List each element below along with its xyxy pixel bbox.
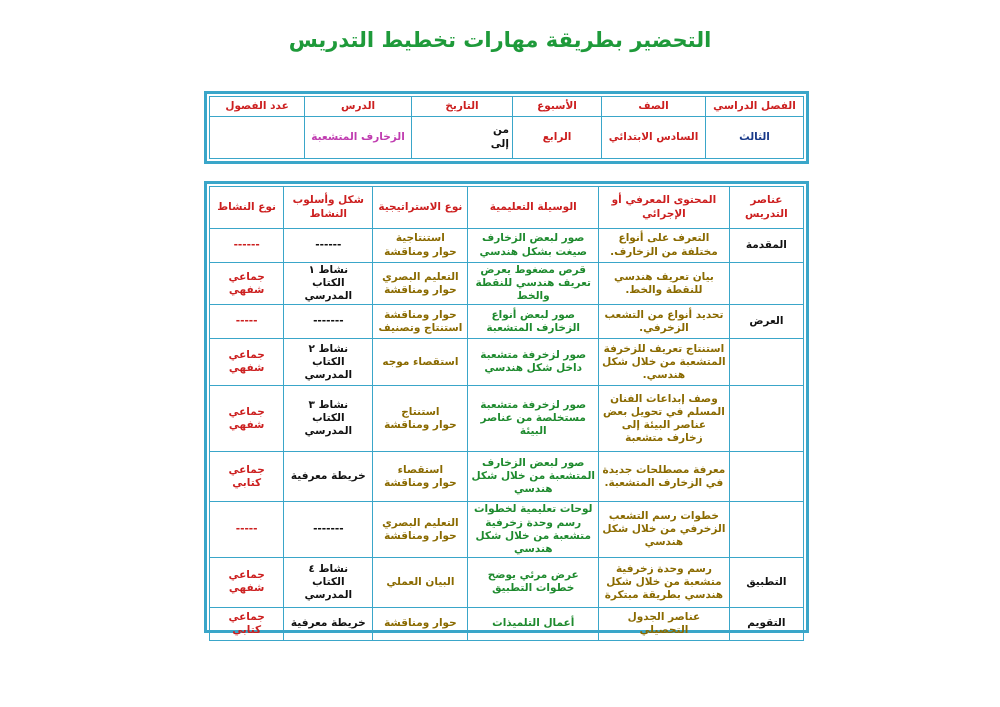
plan-content-cell: خطوات رسم التشعب الزخرفي من خلال شكل هندسي [599,502,730,558]
plan-header-row [210,187,804,229]
plan-content-cell: وصف إبداعات الفنان المسلم في تحويل بعض عناصر البيئة إلى زخارف متشعبة [599,386,730,452]
plan-activity-cell: نشاط ١ الكتاب المدرسي [284,263,373,305]
header-strategy: نوع الاستراتيجية [373,187,468,229]
plan-media-cell: صور لبعض أنواع الزخارف المتشعبة [468,305,599,339]
plan-stage-cell [729,339,803,386]
plan-activity-cell: نشاط ٢ الكتاب المدرسي [284,339,373,386]
plan-row [210,386,804,452]
plan-stage-cell [729,502,803,558]
plan-content-cell: تحديد أنواع من التشعب الزخرفي. [599,305,730,339]
plan-activity-cell: ------- [284,502,373,558]
plan-activity-cell: خريطة معرفية [284,452,373,502]
date-value [412,117,513,159]
date-from: من [493,124,509,137]
plan-content-cell: التعرف على أنواع مختلفة من الزخارف. [599,229,730,263]
info-header-row [210,97,804,117]
plan-media-cell: صور لزخرفة متشعبة مستخلصة من عناصر البيئة [468,386,599,452]
plan-media-cell: أعمال التلميذات [468,607,599,640]
plan-activity-cell: ------ [284,229,373,263]
plan-row [210,502,804,558]
plan-content-cell: استنتاج تعريف للزخرفة المتشعبة من خلال شكل هندسي. [599,339,730,386]
plan-media-cell: صور لزخرفة متشعبة داخل شكل هندسي [468,339,599,386]
plan-media-cell: قرص مضغوط يعرض تعريف هندسي للنقطة والخط [468,263,599,305]
plan-type-cell: ------ [210,229,284,263]
plan-strategy-cell: استنتاجية حوار ومناقشة [373,229,468,263]
date-to: إلى [490,137,509,150]
plan-row [210,607,804,640]
plan-row [210,263,804,305]
plan-content-cell: رسم وحدة زخرفية متشعبة من خلال شكل هندسي بطريقة مبتكرة [599,557,730,607]
header-lesson: الدرس [305,97,412,117]
header-content: المحتوى المعرفي أو الإجرائي [599,187,730,229]
plan-row [210,229,804,263]
info-value-row [210,117,804,159]
plan-strategy-cell: استقصاء موجه [373,339,468,386]
plan-type-cell: جماعي شفهي [210,339,284,386]
plan-type-cell: جماعي كتابي [210,607,284,640]
plan-stage-cell: المقدمة [729,229,803,263]
plan-stage-cell: العرض [729,305,803,339]
plan-stage-cell [729,452,803,502]
header-classes: عدد الفصول [210,97,305,117]
header-activity: شكل وأسلوب النشاط [284,187,373,229]
plan-stage-cell: التطبيق [729,557,803,607]
plan-strategy-cell: استنتاج حوار ومناقشة [373,386,468,452]
plan-content-cell: عناصر الجدول التحصيلي [599,607,730,640]
plan-body [210,229,804,641]
header-date: التاريخ [412,97,513,117]
plan-box [204,181,809,636]
header-grade: الصف [602,97,706,117]
plan-stage-cell [729,386,803,452]
plan-strategy-cell: حوار ومناقشة [373,607,468,640]
plan-stage-cell: التقويم [729,607,803,640]
plan-activity-cell: نشاط ٤ الكتاب المدرسي [284,557,373,607]
plan-media-cell: صور لبعض الزخارف المتشعبة من خلال شكل هندسي [468,452,599,502]
plan-activity-cell: نشاط ٣ الكتاب المدرسي [284,386,373,452]
week-value: الرابع [512,117,601,159]
plan-type-cell: ----- [210,502,284,558]
lesson-value: الزخارف المتشعبة [305,117,412,159]
plan-activity-cell: ------- [284,305,373,339]
plan-row [210,305,804,339]
lesson-info-table [209,96,804,159]
lesson-info-box [204,91,809,164]
plan-type-cell: جماعي شفهي [210,263,284,305]
plan-type-cell: جماعي شفهي [210,557,284,607]
classes-value [210,117,305,159]
header-media: الوسيلة التعليمية [468,187,599,229]
plan-type-cell: جماعي كتابي [210,452,284,502]
header-stage: عناصر التدريس [729,187,803,229]
plan-media-cell: صور لبعض الزخارف صيغت بشكل هندسي [468,229,599,263]
plan-content-cell: معرفة مصطلحات جديدة في الزخارف المتشعبة. [599,452,730,502]
plan-type-cell: جماعي شفهي [210,386,284,452]
plan-strategy-cell: التعليم البصري حوار ومناقشة [373,263,468,305]
plan-content-cell: بيان تعريف هندسي للنقطة والخط. [599,263,730,305]
page-title: التحضير بطريقة مهارات تخطيط التدريس [288,28,712,52]
plan-stage-cell [729,263,803,305]
plan-strategy-cell: استقصاء حوار ومناقشة [373,452,468,502]
plan-media-cell: لوحات تعليمية لخطوات رسم وحدة زخرفية متشعبة من خلال شكل هندسي [468,502,599,558]
plan-type-cell: ----- [210,305,284,339]
plan-strategy-cell: التعليم البصري حوار ومناقشة [373,502,468,558]
term-value: الثالث [706,117,804,159]
plan-strategy-cell: حوار ومناقشة استنتاج وتصنيف [373,305,468,339]
plan-row [210,452,804,502]
plan-row [210,557,804,607]
header-type: نوع النشاط [210,187,284,229]
plan-strategy-cell: البيان العملي [373,557,468,607]
grade-value: السادس الابتدائي [602,117,706,159]
plan-activity-cell: خريطة معرفية [284,607,373,640]
plan-row [210,339,804,386]
plan-media-cell: عرض مرئي يوضح خطوات التطبيق [468,557,599,607]
header-term: الفصل الدراسي [706,97,804,117]
header-week: الأسبوع [512,97,601,117]
plan-table [209,186,804,641]
